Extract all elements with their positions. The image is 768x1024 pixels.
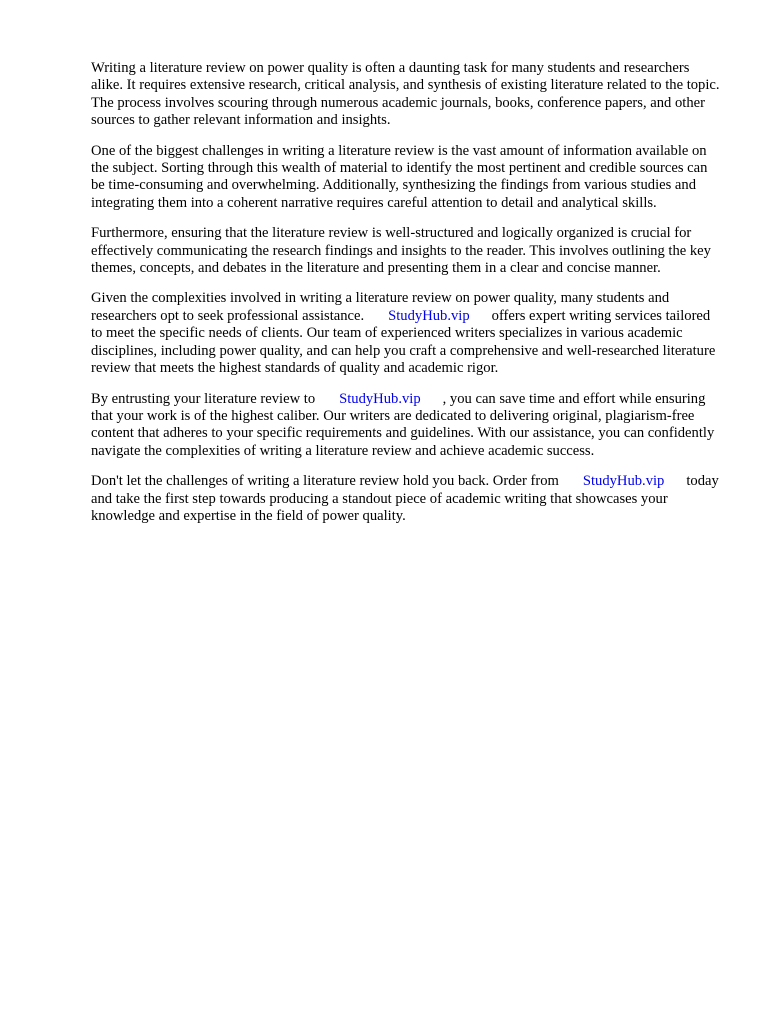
paragraph-text-before: Don't let the challenges of writing a literature review hold you back. Order from [91, 473, 559, 490]
paragraph-text-after: today and take the first step towards producing a standout piece of academic writing that showcases your knowledge and expertise in the field of power quality. [91, 473, 719, 524]
paragraph-text-before: By entrusting your literature review to [91, 390, 316, 407]
paragraph-text-before: Given the complexities involved in writing a literature review on power quality, many students and researchers opt to seek professional assistance. [91, 290, 670, 324]
paragraph-challenges [91, 143, 721, 213]
paragraph-assistance [91, 290, 721, 377]
paragraph-text-after: , you can save time and effort while ensuring that your work is of the highest caliber. Our writers are dedicated to delivering original, plagiarism-free content that adheres to your specific requirements and guidelines. With our assistance, you can confidently navigate the complexities of writing a literature review and achieve academic success. [91, 390, 715, 459]
paragraph-structure [91, 225, 721, 277]
paragraph-text: Furthermore, ensuring that the literature review is well-structured and logically organized is crucial for effectively communicating the research findings and insights to the reader. This involves outlining the key themes, concepts, and debates in the literature and presenting them in a clear and concise manner. [91, 225, 711, 277]
paragraph-text: Writing a literature review on power quality is often a daunting task for many students and researchers alike. It requires extensive research, critical analysis, and synthesis of existing literature related to the topic. The process involves scouring through numerous academic journals, books, conference papers, and other sources to gather relevant information and insights. [91, 60, 720, 129]
studyhub-link[interactable]: StudyHub.vip [388, 307, 470, 324]
paragraph-text-after: offers expert writing services tailored to meet the specific needs of clients. Our team of experienced writers specializes in various academic disciplines, including power quality, and can help you craft a comprehensive and well-researched literature review that meets the highest standards of quality and academic rigor. [91, 307, 716, 377]
studyhub-link[interactable]: StudyHub.vip [339, 390, 421, 407]
document-body [91, 60, 721, 538]
paragraph-text: One of the biggest challenges in writing a literature review is the vast amount of information available on the subject. Sorting through this wealth of material to identify the most pertinent and credible sources can be time-consuming and overwhelming. Additionally, synthesizing the findings from various studies and integrating them into a coherent narrative requires careful attention to detail and analytical skills. [91, 142, 708, 211]
paragraph-intro [91, 60, 721, 130]
paragraph-entrusting [91, 391, 721, 461]
studyhub-link[interactable]: StudyHub.vip [582, 473, 665, 490]
paragraph-call-to-action [91, 473, 721, 525]
